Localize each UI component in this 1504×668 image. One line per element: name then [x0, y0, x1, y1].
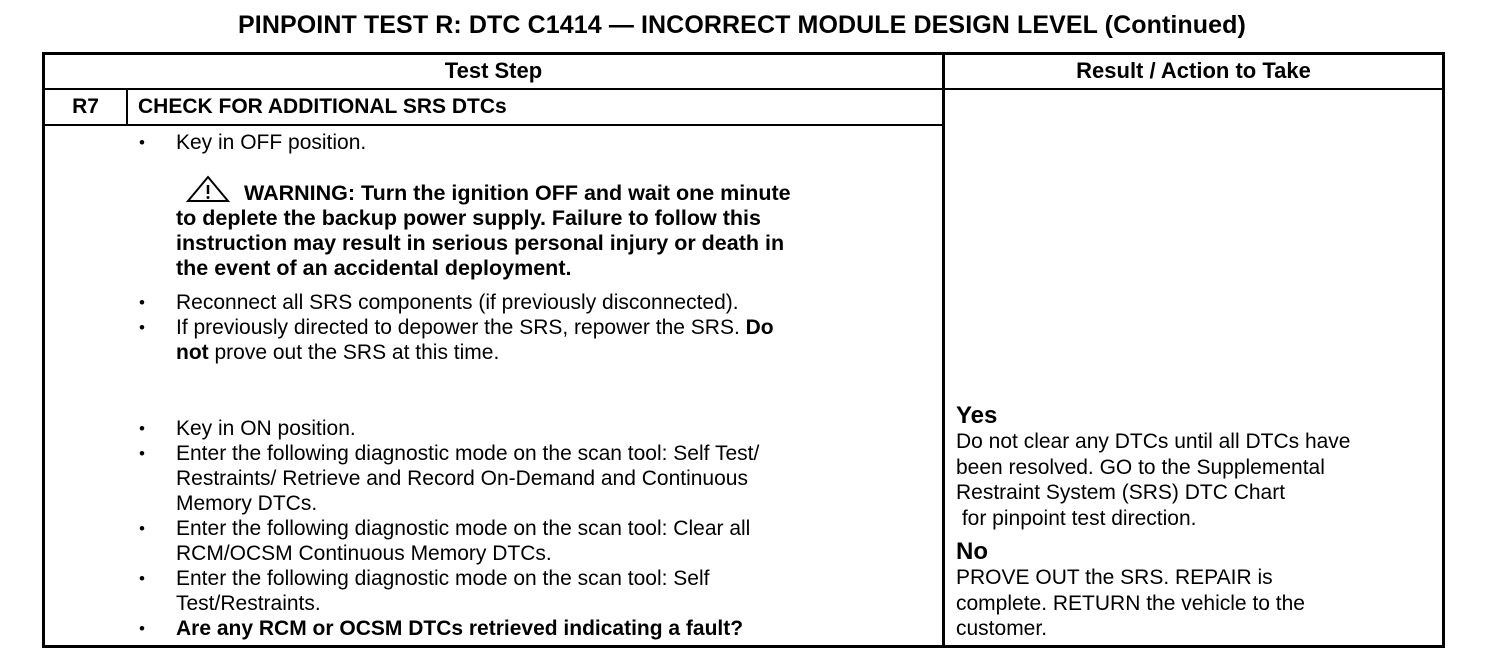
text-line: customer. — [956, 617, 1048, 640]
text-line: PROVE OUT the SRS. REPAIR is — [956, 566, 1273, 589]
result-no-label: No — [956, 538, 988, 565]
bullet: • — [139, 519, 145, 538]
list-item — [137, 416, 927, 441]
text-line: Restraint System (SRS) DTC Chart — [956, 481, 1286, 504]
warning-block — [176, 175, 936, 281]
result-no-text — [956, 565, 1442, 642]
result-yes-label: Yes — [956, 402, 998, 429]
step-title-divider — [42, 124, 945, 126]
step-id-divider — [126, 88, 128, 126]
bullet: • — [139, 569, 145, 588]
warning-text: WARNING: Turn the ignition OFF and wait one minute — [244, 181, 791, 205]
text-line: RCM/OCSM Continuous Memory DTCs. — [176, 542, 552, 565]
instruction-text — [176, 316, 774, 364]
text-line: Enter the following diagnostic mode on the scan tool: Self — [176, 567, 710, 590]
text-line: Enter the following diagnostic mode on the scan tool: Clear all — [176, 517, 751, 540]
bullet: • — [139, 444, 145, 463]
column-header-test-step: Test Step — [444, 58, 543, 83]
warning-line: instruction may result in serious personal injury or death in — [176, 231, 785, 255]
text-line: Restraints/ Retrieve and Record On-Demand and Continuous — [176, 467, 748, 490]
bullet: • — [139, 318, 145, 337]
list-item — [137, 441, 927, 516]
column-divider — [942, 52, 945, 648]
result-yes — [956, 403, 1442, 531]
bullet: • — [139, 293, 145, 312]
step-instructions-part3 — [137, 416, 927, 641]
warning-triangle-icon — [186, 175, 230, 203]
step-title: CHECK FOR ADDITIONAL SRS DTCs — [138, 95, 507, 118]
instruction-text: Reconnect all SRS components (if previously disconnected). — [176, 291, 739, 314]
list-item — [137, 616, 927, 641]
instruction-text — [176, 442, 759, 515]
instruction-text: Key in OFF position. — [176, 131, 367, 154]
instruction-text — [176, 567, 710, 615]
warning-line — [176, 175, 936, 206]
list-item — [137, 290, 927, 315]
bullet: • — [139, 133, 145, 152]
step-instructions-part1 — [137, 130, 927, 155]
list-item — [137, 566, 927, 616]
list-item — [137, 516, 927, 566]
bullet: • — [139, 419, 145, 438]
list-item — [137, 130, 927, 155]
text-line: Memory DTCs. — [176, 492, 318, 515]
instruction-text: Key in ON position. — [176, 417, 356, 440]
instruction-text-part: prove out the SRS at this time. — [208, 341, 500, 364]
instruction-text — [176, 517, 750, 565]
step-instructions-part2 — [137, 290, 927, 365]
text-line: been resolved. GO to the Supplemental — [956, 455, 1325, 479]
page-title: PINPOINT TEST R: DTC C1414 — INCORRECT MODULE DESIGN LEVEL (Continued) — [238, 11, 1246, 39]
step-id: R7 — [72, 95, 99, 118]
text-line: Test/Restraints. — [176, 592, 321, 615]
result-yes-text — [956, 429, 1442, 531]
emphasis-text: not — [176, 341, 209, 364]
instruction-text-part: If previously directed to depower the SRS, repower the SRS. — [176, 316, 746, 339]
question-text: Are any RCM or OCSM DTCs retrieved indicating a fault? — [176, 617, 744, 640]
warning-line: the event of an accidental deployment. — [176, 256, 572, 280]
bullet: • — [139, 619, 145, 638]
text-line: complete. RETURN the vehicle to the — [956, 591, 1305, 615]
text-line: for pinpoint test direction. — [956, 506, 1197, 530]
column-header-result-action: Result / Action to Take — [1076, 58, 1311, 83]
warning-line: to deplete the backup power supply. Failure to follow this — [176, 206, 761, 230]
text-line: Enter the following diagnostic mode on the scan tool: Self Test/ — [176, 442, 760, 465]
text-line: Do not clear any DTCs until all DTCs have — [956, 430, 1351, 453]
emphasis-text: Do — [745, 316, 774, 339]
result-no — [956, 539, 1442, 642]
list-item — [137, 315, 927, 365]
